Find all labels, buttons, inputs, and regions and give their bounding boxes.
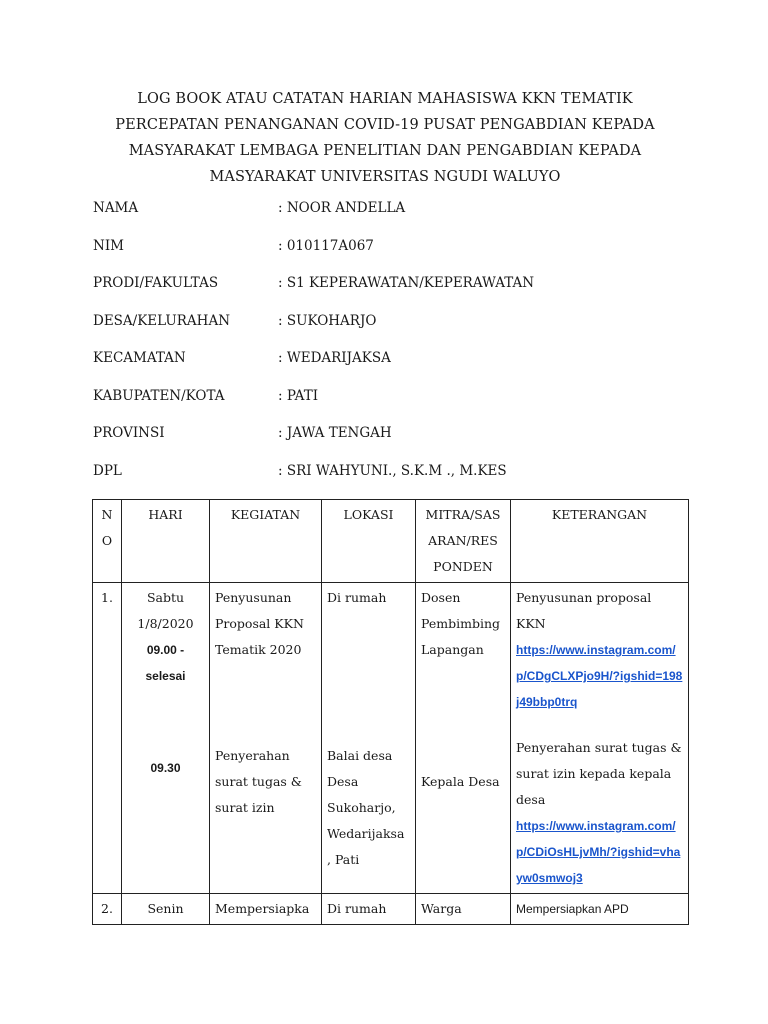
field-label: DPL: [93, 462, 122, 479]
kegiatan-1: Penyusunan Proposal KKN Tematik 2020: [215, 590, 304, 657]
lokasi-2: Balai desa Desa Sukoharjo, Wedarijaksa , Pati: [327, 748, 405, 867]
field-value: : PATI: [278, 387, 319, 404]
cell-mitra: Warga: [416, 894, 511, 925]
field-label: KABUPATEN/KOTA: [93, 387, 225, 404]
title-line: PERCEPATAN PENANGANAN COVID-19 PUSAT PENGABDIAN KEPADA: [115, 117, 655, 133]
cell-lokasi: Di rumah: [322, 894, 416, 925]
hari-day: Sabtu: [146, 590, 185, 605]
table-row: [93, 894, 689, 925]
cell-mitra: [416, 583, 511, 894]
header-mitra: MITRA/SAS ARAN/RES PONDEN: [416, 500, 511, 583]
header-keterangan: KETERANGAN: [511, 500, 689, 583]
time-start: 09.00 -: [146, 643, 185, 657]
cell-kegiatan: [210, 583, 322, 894]
field-value: : S1 KEPERAWATAN/KEPERAWATAN: [278, 275, 535, 291]
header-kegiatan: KEGIATAN: [210, 500, 322, 583]
keterangan-2: Penyerahan surat tugas & surat izin kepada kepala desa: [516, 740, 682, 807]
field-label: KECAMATAN: [93, 350, 186, 366]
cell-hari: Senin: [122, 894, 210, 925]
field-value: : 010117A067: [278, 237, 374, 254]
table-header-row: [93, 500, 689, 583]
mitra-2: Kepala Desa: [421, 774, 500, 789]
cell-no: 1.: [93, 583, 122, 894]
mitra-1: Dosen Pembimbing Lapangan: [421, 590, 501, 657]
field-label: PRODI/FAKULTAS: [93, 275, 219, 291]
keterangan-1: Penyusunan proposal KKN: [516, 590, 652, 631]
instagram-link-2[interactable]: https://www.instagram.com/p/CDiOsHLjvMh/?igshid=vhayw0smwoj3: [516, 819, 681, 885]
time-second: 09.30: [150, 761, 181, 775]
instagram-link-1[interactable]: https://www.instagram.com/p/CDgCLXPjo9H/?igshid=198j49bbp0trq: [516, 643, 683, 709]
cell-no: 2.: [93, 894, 122, 925]
field-value: : NOOR ANDELLA: [278, 200, 406, 216]
lokasi-1: Di rumah: [327, 590, 387, 605]
field-label: NAMA: [93, 200, 139, 216]
header-hari: HARI: [122, 500, 210, 583]
log-table: [92, 499, 689, 925]
cell-lokasi: [322, 583, 416, 894]
cell-kegiatan: Mempersiapka: [210, 894, 322, 925]
field-value: : SRI WAHYUNI., S.K.M ., M.KES: [278, 462, 507, 479]
field-value: : SUKOHARJO: [278, 312, 377, 329]
kegiatan-2: Penyerahan surat tugas & surat izin: [215, 748, 302, 815]
header-no: N O: [93, 500, 122, 583]
table-row: [93, 583, 689, 894]
document-title: [80, 86, 690, 190]
title-line: LOG BOOK ATAU CATATAN HARIAN MAHASISWA KKN TEMATIK: [137, 91, 633, 107]
cell-hari: [122, 583, 210, 894]
field-label: DESA/KELURAHAN: [93, 312, 231, 329]
time-end: selesai: [145, 669, 186, 683]
field-value: : JAWA TENGAH: [278, 425, 392, 441]
field-value: : WEDARIJAKSA: [278, 350, 391, 366]
field-label: NIM: [93, 237, 124, 254]
hari-date: 1/8/2020: [137, 616, 194, 631]
header-lokasi: LOKASI: [322, 500, 416, 583]
title-line: MASYARAKAT LEMBAGA PENELITIAN DAN PENGABDIAN KEPADA: [128, 143, 642, 159]
cell-keterangan: Mempersiapkan APD: [511, 894, 689, 925]
cell-keterangan: [511, 583, 689, 894]
field-label: PROVINSI: [93, 425, 165, 441]
title-line: MASYARAKAT UNIVERSITAS NGUDI WALUYO: [209, 169, 561, 185]
